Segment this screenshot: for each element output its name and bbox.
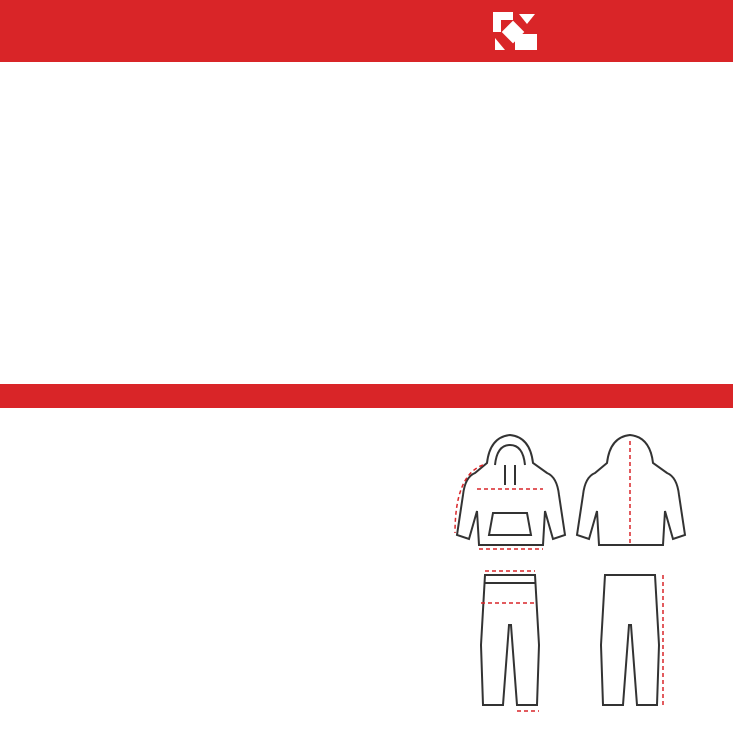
header-bar bbox=[0, 0, 733, 62]
logo-mark-icon bbox=[491, 10, 541, 52]
brand-logo bbox=[491, 10, 721, 52]
pants-front-icon bbox=[481, 575, 539, 705]
garment-diagram bbox=[425, 425, 725, 725]
hoodie-front-icon bbox=[457, 435, 565, 545]
hoodie-back-icon bbox=[577, 435, 685, 545]
pants-back-icon bbox=[601, 575, 659, 705]
warning-banner bbox=[0, 384, 733, 408]
